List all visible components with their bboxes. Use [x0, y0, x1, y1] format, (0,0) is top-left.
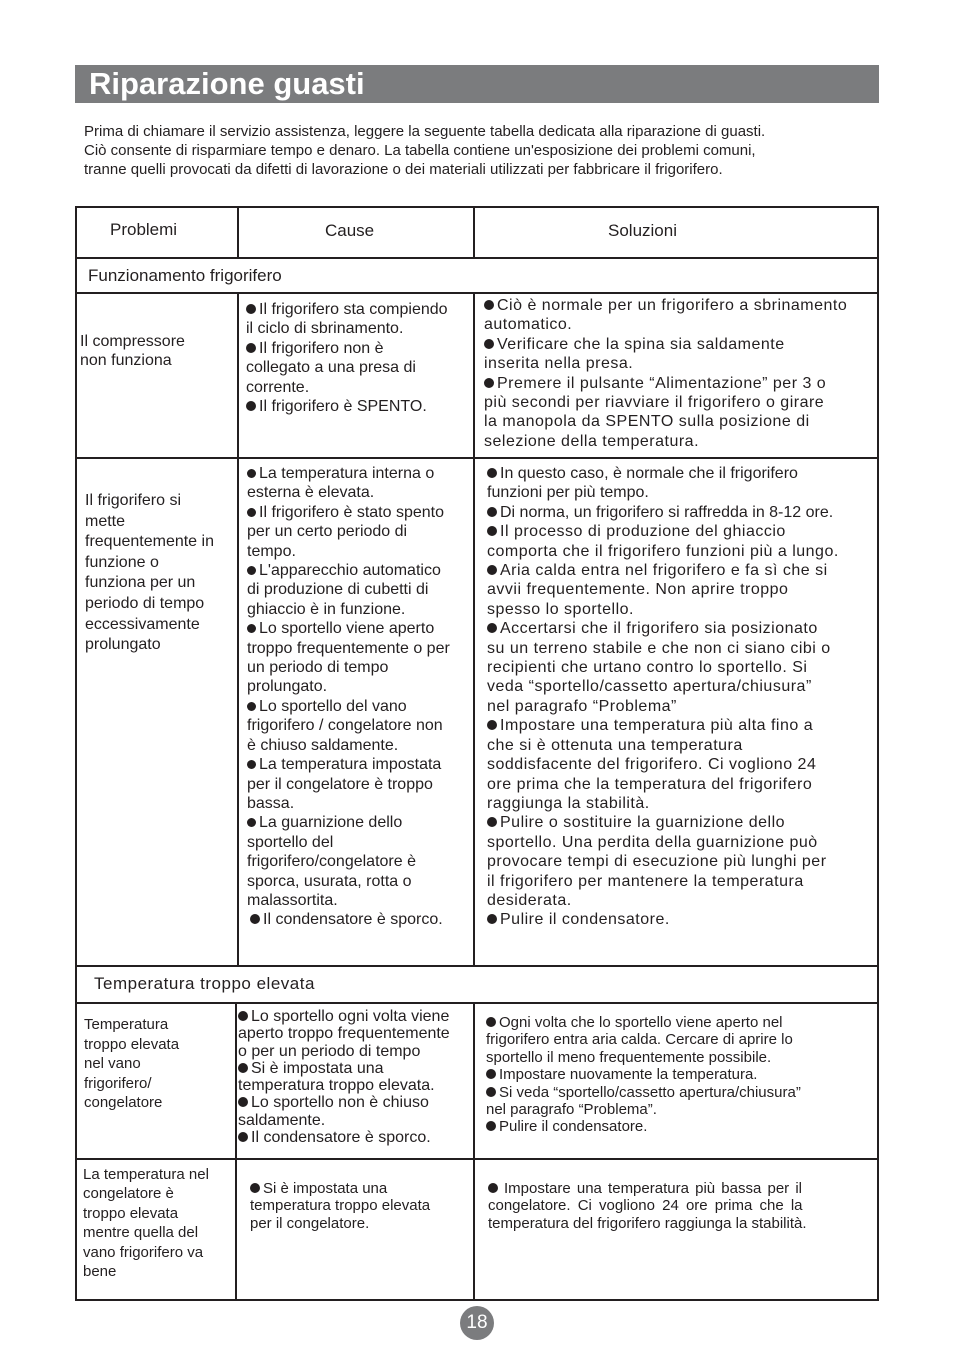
bullet-icon: [487, 565, 497, 575]
solutions-cell: [487, 464, 877, 930]
cause-line: corrente.: [246, 378, 310, 396]
page-number: 18: [460, 1306, 494, 1340]
cause-item: La guarnizione dello: [247, 813, 473, 832]
solution-item: Aria calda entra nel frigorifero e fa sì che si: [487, 561, 877, 580]
solution-line: nel paragrafo “Problema”.: [486, 1101, 657, 1119]
solution-line: desiderata.: [487, 891, 572, 909]
solution-line: congelatore. Ci vogliono 24 ore prima che la: [488, 1197, 803, 1215]
intro-line: Prima di chiamare il servizio assistenza, leggere la seguente tabella dedicata alla riparazione di guasti.: [84, 123, 766, 140]
table-rule: [473, 208, 475, 258]
cause-line: collegato a una presa di: [246, 359, 416, 377]
solution-line: frigorifero entra aria calda. Cercare di aprire lo: [486, 1031, 793, 1049]
solution-item: Pulire il condensatore.: [487, 910, 877, 929]
cause-item: Il frigorifero sta compiendo: [246, 300, 472, 319]
bullet-icon: [246, 304, 256, 314]
solution-item: Premere il pulsante “Alimentazione” per 3 o: [484, 374, 872, 393]
cause-line: per il congelatore è troppo: [247, 775, 433, 793]
bullet-icon: [487, 507, 497, 517]
cause-line: sportello del: [247, 833, 334, 851]
bullet-icon: [238, 1063, 248, 1073]
solution-line: provocare tempi di esecuzione più lunghi per: [487, 853, 827, 871]
solution-line: su un terreno stabile e che non ci siano cibi o: [487, 639, 831, 657]
solution-item: Impostare nuovamente la temperatura.: [486, 1066, 876, 1083]
cause-line: per il congelatore.: [250, 1214, 370, 1232]
bullet-icon: [247, 624, 256, 633]
causes-cell: [246, 300, 472, 416]
bullet-icon: [484, 300, 494, 310]
problem-line: Il compressore: [80, 333, 185, 350]
problem-line: mette: [85, 512, 126, 530]
cause-item: Lo sportello ogni volta viene: [238, 1008, 474, 1025]
solution-item: In questo caso, è normale che il frigorifero: [487, 464, 877, 483]
bullet-icon: [486, 1069, 496, 1079]
solution-line: recipienti che urtano contro lo sportello. Si: [487, 659, 808, 677]
bullet-icon: [487, 623, 497, 633]
page-title: Riparazione guasti: [89, 66, 365, 101]
table-rule: [77, 257, 877, 259]
solutions-cell: [484, 296, 872, 451]
problem-line: non funziona: [80, 352, 172, 370]
cause-line: è chiuso saldamente.: [247, 736, 399, 754]
solution-line: sportello il meno frequentemente possibile.: [486, 1048, 772, 1066]
table-rule: [77, 1158, 877, 1160]
cause-item: Lo sportello del vano: [247, 697, 473, 716]
solution-line: più secondi per riavviare il frigorifero o girare: [484, 394, 825, 412]
bullet-icon: [250, 914, 260, 924]
solution-line: selezione della temperatura.: [484, 432, 700, 450]
problem-cell: [80, 332, 232, 371]
problem-line: troppo elevata: [84, 1035, 180, 1053]
cause-line: di produzione di cubetti di: [247, 581, 429, 599]
intro-paragraph: [84, 122, 878, 179]
cause-line: troppo frequentemente o per: [247, 639, 450, 657]
problem-line: mentre quella del: [83, 1224, 199, 1242]
problem-line: nel vano: [84, 1055, 141, 1072]
cause-line: temperatura troppo elevata: [250, 1197, 431, 1215]
solution-item: Verificare che la spina sia saldamente: [484, 335, 872, 354]
cause-line: tempo.: [247, 542, 296, 560]
section-title: Temperatura troppo elevata: [94, 974, 315, 993]
problem-cell: [83, 1165, 233, 1281]
solution-line: comporta che il frigorifero funzioni più a lungo.: [487, 542, 839, 560]
solution-line: che si è ottenuta una temperatura: [487, 736, 743, 754]
bullet-icon: [484, 339, 494, 349]
problem-line: periodo di tempo: [85, 594, 205, 612]
cause-item: L'apparecchio automatico: [247, 561, 473, 580]
problem-cell: [84, 1015, 234, 1113]
solution-line: funzioni per più tempo.: [487, 484, 649, 502]
causes-cell: [247, 464, 473, 930]
solution-item: Di norma, un frigorifero si raffredda in 8-12 ore.: [487, 503, 877, 522]
bullet-icon: [487, 720, 497, 730]
solutions-cell: [486, 1014, 876, 1136]
cause-line: prolungato.: [247, 678, 328, 696]
cause-line: sporca, usurata, rotta o: [247, 872, 412, 890]
cause-line: malassortita.: [247, 891, 338, 909]
problem-line: troppo elevata: [83, 1204, 179, 1222]
solution-item: Accertarsi che il frigorifero sia posizionato: [487, 619, 877, 638]
table-rule: [237, 208, 239, 258]
problem-line: prolungato: [85, 636, 161, 654]
bullet-icon: [238, 1011, 248, 1021]
problem-line: congelatore: [84, 1094, 163, 1111]
cause-line: per un certo periodo di: [247, 523, 408, 541]
bullet-icon: [487, 914, 497, 924]
title-bar: [75, 65, 879, 103]
problem-line: Temperatura: [84, 1016, 169, 1033]
table-rule: [77, 292, 877, 294]
solution-item: Pulire o sostituire la guarnizione dello: [487, 813, 877, 832]
cause-line: un periodo di tempo: [247, 659, 389, 677]
bullet-icon: [486, 1121, 496, 1131]
solution-item: Si veda “sportello/cassetto apertura/chiusura”: [486, 1084, 876, 1101]
cause-item: Il condensatore è sporco.: [247, 910, 473, 929]
bullet-icon: [247, 469, 256, 478]
cause-line: aperto troppo frequentemente: [238, 1025, 450, 1043]
solution-line: soddisfacente del frigorifero. Ci vogliono 24: [487, 756, 817, 774]
solution-line: nel paragrafo “Problema”: [487, 697, 677, 715]
solution-line: inserita nella presa.: [484, 355, 634, 373]
bullet-icon: [247, 760, 256, 769]
table-rule: [77, 1002, 877, 1004]
bullet-icon: [488, 1183, 498, 1193]
problem-line: eccessivamente: [85, 615, 200, 633]
cause-item: Si è impostata una: [250, 1180, 472, 1197]
cause-line: temperatura troppo elevata.: [238, 1077, 435, 1095]
bullet-icon: [486, 1087, 496, 1097]
cause-item: Il condensatore è sporco.: [238, 1129, 474, 1146]
problem-line: congelatore è: [83, 1185, 174, 1203]
problem-line: frigorifero/: [84, 1074, 152, 1092]
solution-item: Ogni volta che lo sportello viene aperto nel: [486, 1014, 876, 1031]
bullet-icon: [486, 1017, 496, 1027]
intro-line: tranne quelli provocati da difetti di lavorazione o dei materiali utilizzati per fabbricare il frigorifero.: [84, 161, 723, 178]
solution-line: avvii frequentemente. Non aprire troppo: [487, 581, 789, 599]
table-rule: [77, 457, 877, 459]
solutions-cell: [488, 1180, 860, 1232]
cause-line: o per un periodo di tempo: [238, 1042, 421, 1060]
table-rule: [235, 1002, 237, 1301]
solution-item: Pulire il condensatore.: [486, 1118, 876, 1135]
problem-line: La temperatura nel: [83, 1166, 209, 1183]
cause-line: frigorifero/congelatore è: [247, 853, 416, 871]
problem-cell: [85, 491, 237, 656]
solution-item: Impostare una temperatura più alta fino a: [487, 716, 877, 735]
solution-line: raggiunga la stabilità.: [487, 794, 650, 812]
bullet-icon: [487, 817, 497, 827]
solution-item: Il processo di produzione del ghiaccio: [487, 522, 877, 541]
bullet-icon: [238, 1097, 248, 1107]
problem-line: vano frigorifero va: [83, 1243, 204, 1261]
bullet-icon: [484, 378, 494, 388]
cause-line: saldamente.: [238, 1111, 326, 1129]
bullet-icon: [238, 1132, 248, 1142]
solution-line: spesso lo sportello.: [487, 600, 634, 618]
troubleshooting-table: [75, 206, 879, 1301]
cause-item: Il frigorifero è stato spento: [247, 503, 473, 522]
solution-item: Impostare una temperatura più bassa per il: [488, 1180, 860, 1197]
solution-item: Ciò è normale per un frigorifero a sbrinamento: [484, 296, 872, 315]
header-solutions: Soluzioni: [608, 221, 677, 240]
cause-item: Il frigorifero non è: [246, 339, 472, 358]
table-rule: [77, 965, 877, 967]
causes-cell: [250, 1180, 472, 1232]
cause-line: ghiaccio è in funzione.: [247, 600, 406, 618]
problem-line: funziona per un: [85, 574, 196, 592]
problem-line: Il frigorifero si: [85, 492, 182, 509]
cause-line: frigorifero / congelatore non: [247, 717, 443, 735]
bullet-icon: [487, 468, 497, 478]
solution-line: la manopola da SPENTO sulla posizione di: [484, 413, 810, 431]
cause-item: Lo sportello viene aperto: [247, 619, 473, 638]
table-rule: [473, 292, 475, 966]
bullet-icon: [247, 702, 256, 711]
solution-line: veda “sportello/cassetto apertura/chiusura”: [487, 678, 812, 696]
solution-line: temperatura del frigorifero raggiunga la stabilità.: [488, 1214, 807, 1232]
problem-line: funzione o: [85, 553, 159, 571]
bullet-icon: [247, 566, 256, 575]
cause-line: bassa.: [247, 794, 295, 812]
bullet-icon: [247, 508, 256, 517]
problem-line: frequentemente in: [85, 533, 214, 551]
solution-line: automatico.: [484, 316, 573, 334]
cause-line: esterna è elevata.: [247, 484, 375, 502]
bullet-icon: [250, 1183, 260, 1193]
problem-line: bene: [83, 1263, 117, 1281]
table-rule: [237, 292, 239, 966]
bullet-icon: [246, 401, 256, 411]
cause-item: Il frigorifero è SPENTO.: [246, 397, 472, 416]
bullet-icon: [247, 818, 256, 827]
cause-item: La temperatura interna o: [247, 464, 473, 483]
bullet-icon: [487, 526, 497, 536]
cause-line: il ciclo di sbrinamento.: [246, 320, 404, 338]
header-problems: Problemi: [110, 220, 178, 239]
cause-item: Si è impostata una: [238, 1060, 474, 1077]
solution-line: sportello. Una perdita della guarnizione può: [487, 833, 818, 851]
cause-item: La temperatura impostata: [247, 755, 473, 774]
solution-line: il frigorifero per mantenere la temperatura: [487, 872, 804, 890]
intro-line: Ciò consente di risparmiare tempo e denaro. La tabella contiene un'esposizione dei problemi comuni,: [84, 142, 756, 159]
cause-item: Lo sportello non è chiuso: [238, 1094, 474, 1111]
solution-line: ore prima che la temperatura del frigorifero: [487, 775, 813, 793]
bullet-icon: [246, 343, 256, 353]
section-title: Funzionamento frigorifero: [88, 266, 282, 285]
header-causes: Cause: [325, 221, 375, 240]
causes-cell: [238, 1008, 474, 1146]
